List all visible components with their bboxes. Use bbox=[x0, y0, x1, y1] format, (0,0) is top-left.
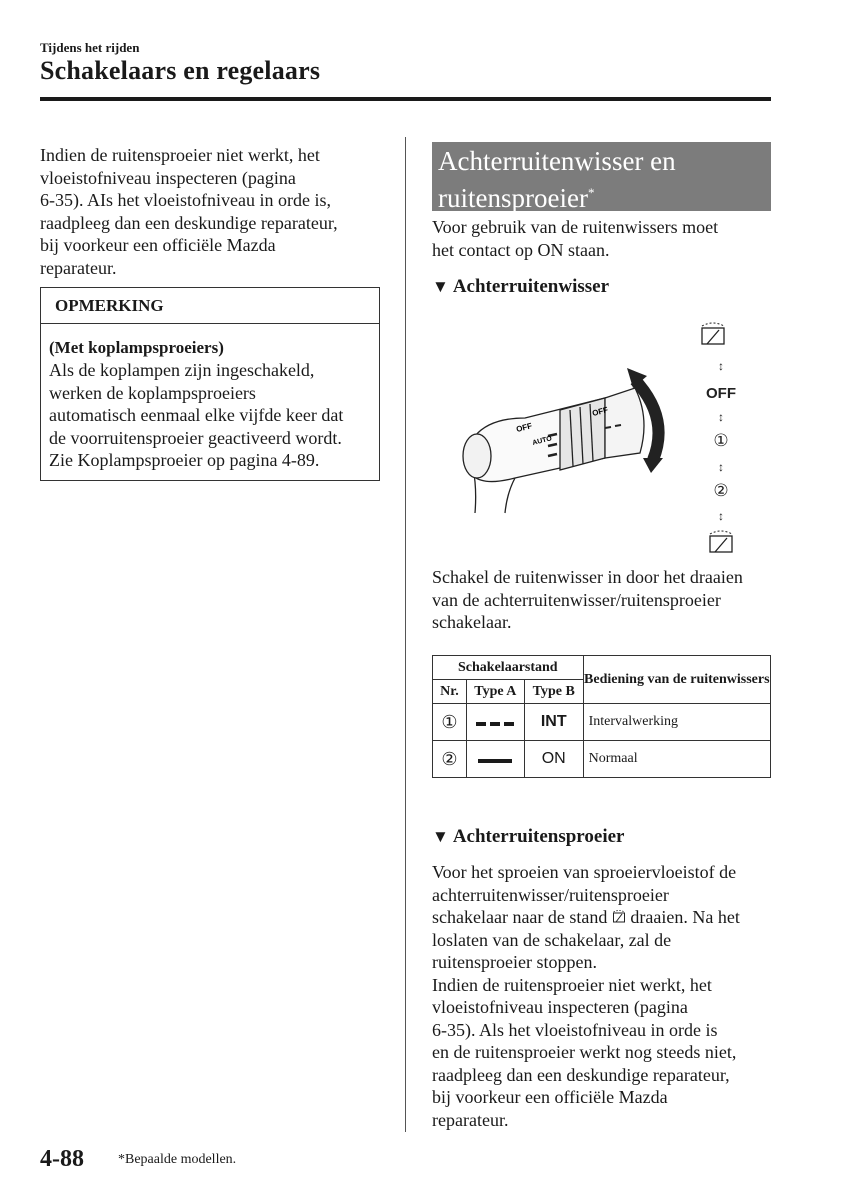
left-paragraph bbox=[40, 144, 390, 279]
cell-type-a bbox=[466, 704, 524, 741]
text-line: reparateur. bbox=[40, 257, 117, 278]
optional-mark: * bbox=[587, 185, 595, 200]
lever-arm bbox=[505, 478, 515, 513]
text-line: schakelaar. bbox=[432, 612, 512, 632]
cell-type-b: INT bbox=[524, 704, 583, 741]
rotary-knob bbox=[605, 388, 644, 458]
wiper-lever-illustration bbox=[455, 318, 755, 558]
table-row bbox=[433, 704, 771, 741]
cell-type-a bbox=[466, 741, 524, 778]
text-line: 6-35). AIs het vloeistofniveau in orde is, bbox=[40, 190, 331, 210]
text-line: bij voorkeur een officiële Mazda bbox=[40, 235, 276, 255]
text-line: Indien de ruitensproeier niet werkt, het bbox=[432, 974, 712, 995]
arrow-updown: ↕ bbox=[718, 410, 724, 424]
subheading-rear-washer bbox=[432, 826, 624, 848]
text-line: Voor het sproeien van sproeiervloeistof de bbox=[432, 862, 737, 882]
text-fragment: draaien. Na het bbox=[625, 907, 740, 927]
dashed-line-symbol bbox=[476, 722, 514, 726]
text-line: reparateur. bbox=[432, 1109, 509, 1130]
washer-icon bbox=[710, 531, 732, 552]
position-off: OFF bbox=[706, 385, 736, 402]
solid-line-symbol bbox=[478, 759, 512, 763]
text-line: raadpleeg dan een deskundige reparateur, bbox=[432, 1064, 730, 1085]
subheading-text: Achterruitenwisser bbox=[452, 276, 610, 297]
note-box bbox=[40, 287, 380, 481]
footnote: *Bepaalde modellen. bbox=[118, 1152, 237, 1167]
text-line: van de achterruitenwisser/ruitensproeier bbox=[432, 589, 721, 610]
washer-icon bbox=[612, 910, 626, 924]
switch-position-table bbox=[432, 655, 771, 778]
note-title: OPMERKING bbox=[55, 296, 164, 315]
washer-icon bbox=[702, 323, 724, 344]
note-subtitle: (Met koplampsproeiers) bbox=[49, 338, 224, 357]
triangle-icon: ▼ bbox=[432, 277, 449, 296]
cell-nr: ① bbox=[433, 704, 467, 741]
text-line: Zie Koplampsproeier op pagina 4-89. bbox=[49, 450, 320, 470]
cell-operation: Normaal bbox=[583, 741, 770, 778]
text-line: Voor gebruik van de ruitenwissers moet bbox=[432, 217, 719, 237]
text-line: automatisch eenmaal elke vijfde keer dat bbox=[49, 405, 344, 425]
position-1: ① bbox=[713, 431, 729, 451]
cell-operation: Intervalwerking bbox=[583, 704, 770, 741]
text-fragment: schakelaar naar de stand bbox=[432, 907, 608, 927]
text-line bbox=[432, 906, 772, 929]
lever-label: OFF bbox=[515, 421, 534, 434]
header-switch-position: Schakelaarstand bbox=[433, 656, 584, 680]
lever-label: AUTO bbox=[531, 435, 553, 447]
title-text: ruitensproeier bbox=[438, 183, 588, 213]
section-title-box bbox=[432, 142, 771, 211]
text-line: en de ruitensproeier werkt nog steeds niet, bbox=[432, 1042, 737, 1062]
text-line: achterruitenwisser/ruitensproeier bbox=[432, 884, 669, 905]
text-line: Als de koplampen zijn ingeschakeld, bbox=[49, 360, 315, 380]
header-nr: Nr. bbox=[433, 680, 467, 704]
arrow-head-down bbox=[643, 458, 663, 473]
note-header bbox=[41, 288, 379, 324]
lever-label: OFF bbox=[591, 405, 610, 418]
note-text bbox=[49, 359, 374, 472]
position-mark bbox=[605, 427, 611, 428]
intro-paragraph bbox=[432, 216, 772, 261]
arrow-updown: ↕ bbox=[718, 359, 724, 373]
table-row bbox=[433, 741, 771, 778]
cell-nr: ② bbox=[433, 741, 467, 778]
column-divider bbox=[405, 137, 406, 1132]
position-mark bbox=[615, 425, 621, 426]
header-type-a: Type A bbox=[466, 680, 524, 704]
section-label: Tijdens het rijden bbox=[40, 40, 140, 55]
header-operation: Bediening van de ruitenwissers bbox=[583, 656, 770, 704]
arrow-updown: ↕ bbox=[718, 460, 724, 474]
subheading-rear-wiper bbox=[432, 276, 609, 298]
illustration-caption bbox=[432, 566, 772, 634]
cell-type-b: ON bbox=[524, 741, 583, 778]
lever-end-cap bbox=[463, 434, 491, 478]
title-rule bbox=[40, 97, 771, 101]
text-line: Schakel de ruitenwisser in door het draaien bbox=[432, 567, 743, 587]
text-line: loslaten van de schakelaar, zal de bbox=[432, 929, 672, 950]
subheading-text: Achterruitensproeier bbox=[452, 826, 625, 847]
text-line: vloeistofniveau inspecteren (pagina bbox=[40, 167, 296, 188]
washer-paragraph bbox=[432, 861, 772, 1131]
title-line: Achterruitenwisser en bbox=[438, 146, 676, 176]
page-title: Schakelaars en regelaars bbox=[40, 56, 321, 85]
triangle-icon: ▼ bbox=[432, 827, 449, 846]
section-title bbox=[438, 145, 768, 214]
arrow-updown: ↕ bbox=[718, 509, 724, 523]
text-line: bij voorkeur een officiële Mazda bbox=[432, 1087, 668, 1107]
text-line: ruitensproeier stoppen. bbox=[432, 952, 597, 972]
text-line: het contact op ON staan. bbox=[432, 239, 610, 260]
header-type-b: Type B bbox=[524, 680, 583, 704]
position-2: ② bbox=[713, 481, 729, 501]
text-line: raadpleeg dan een deskundige reparateur, bbox=[40, 212, 338, 233]
page-number: 4-88 bbox=[40, 1146, 84, 1172]
title-line bbox=[438, 177, 768, 214]
table-header-row bbox=[433, 656, 771, 680]
text-line: de voorruitensproeier geactiveerd wordt. bbox=[49, 427, 342, 448]
text-line: 6-35). Als het vloeistofniveau in orde is bbox=[432, 1019, 718, 1040]
text-line: Indien de ruitensproeier niet werkt, het bbox=[40, 145, 320, 165]
text-line: werken de koplampsproeiers bbox=[49, 382, 256, 403]
text-line: vloeistofniveau inspecteren (pagina bbox=[432, 997, 688, 1017]
